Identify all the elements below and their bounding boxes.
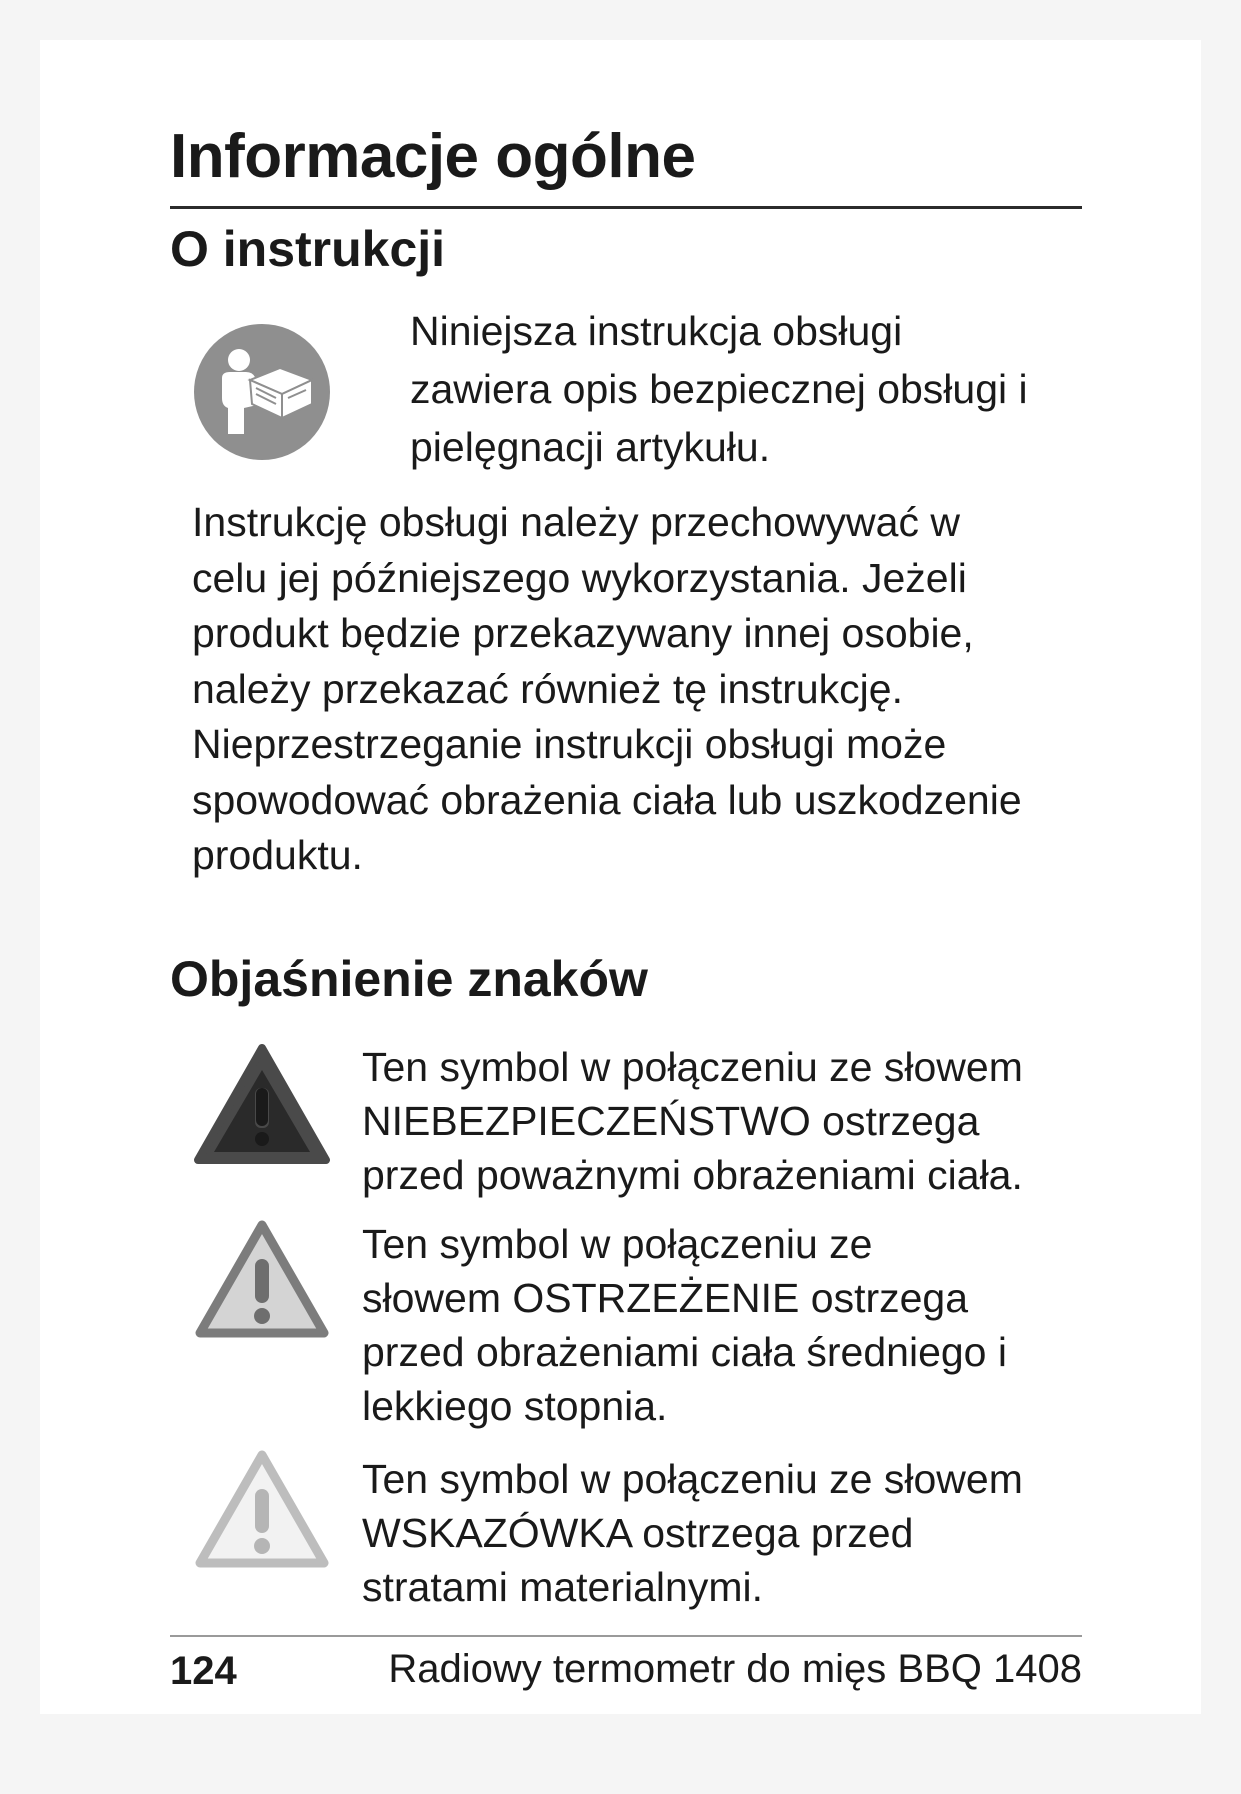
danger-description bbox=[362, 1040, 1102, 1202]
body-line: produktu. bbox=[192, 832, 363, 878]
danger-warning-icon bbox=[192, 1042, 332, 1168]
footer-product-title: Radiowy termometr do mięs BBQ 1408 bbox=[388, 1647, 1082, 1691]
sign-line: stratami materialnymi. bbox=[362, 1564, 763, 1610]
body-line: produkt będzie przekazywany innej osobie, bbox=[192, 610, 974, 656]
warning-icon bbox=[192, 1217, 332, 1343]
intro-line: pielęgnacji artykułu. bbox=[410, 424, 771, 470]
sign-line: Ten symbol w połączeniu ze bbox=[362, 1221, 873, 1267]
sign-line: Ten symbol w połączeniu ze słowem bbox=[362, 1044, 1023, 1090]
section-heading-about: O instrukcji bbox=[170, 221, 446, 277]
sign-line: przed obrażeniami ciała średniego i bbox=[362, 1329, 1007, 1375]
sign-line: WSKAZÓWKA ostrzega przed bbox=[362, 1510, 914, 1556]
sign-line: lekkiego stopnia. bbox=[362, 1383, 668, 1429]
sign-line: przed poważnymi obrażeniami ciała. bbox=[362, 1152, 1023, 1198]
manual-page bbox=[40, 40, 1201, 1714]
intro-line: zawiera opis bezpiecznej obsługi i bbox=[410, 366, 1028, 412]
notice-icon bbox=[192, 1447, 332, 1573]
footer-divider bbox=[170, 1635, 1082, 1637]
body-line: celu jej późniejszego wykorzystania. Jeżeli bbox=[192, 554, 967, 601]
intro-line: Niniejsza instrukcja obsługi bbox=[410, 308, 903, 354]
sign-line: NIEBEZPIECZEŃSTWO ostrzega bbox=[362, 1098, 980, 1144]
page-number: 124 bbox=[170, 1649, 237, 1693]
notice-description bbox=[362, 1452, 1102, 1614]
intro-paragraph bbox=[410, 302, 1090, 476]
body-paragraph bbox=[192, 495, 1092, 884]
body-line: Nieprzestrzeganie instrukcji obsługi może bbox=[192, 721, 947, 767]
body-line: Instrukcję obsługi należy przechowywać w bbox=[192, 499, 960, 545]
body-line: należy przekazać również tę instrukcję. bbox=[192, 665, 903, 712]
sign-line: Ten symbol w połączeniu ze słowem bbox=[362, 1456, 1023, 1502]
warning-description bbox=[362, 1217, 1102, 1433]
page-title: Informacje ogólne bbox=[170, 122, 696, 191]
read-manual-icon bbox=[192, 322, 332, 462]
title-divider bbox=[170, 206, 1082, 209]
section-heading-signs: Objaśnienie znaków bbox=[170, 951, 648, 1007]
body-line: spowodować obrażenia ciała lub uszkodzenie bbox=[192, 776, 1022, 823]
sign-line: słowem OSTRZEŻENIE ostrzega bbox=[362, 1275, 969, 1321]
